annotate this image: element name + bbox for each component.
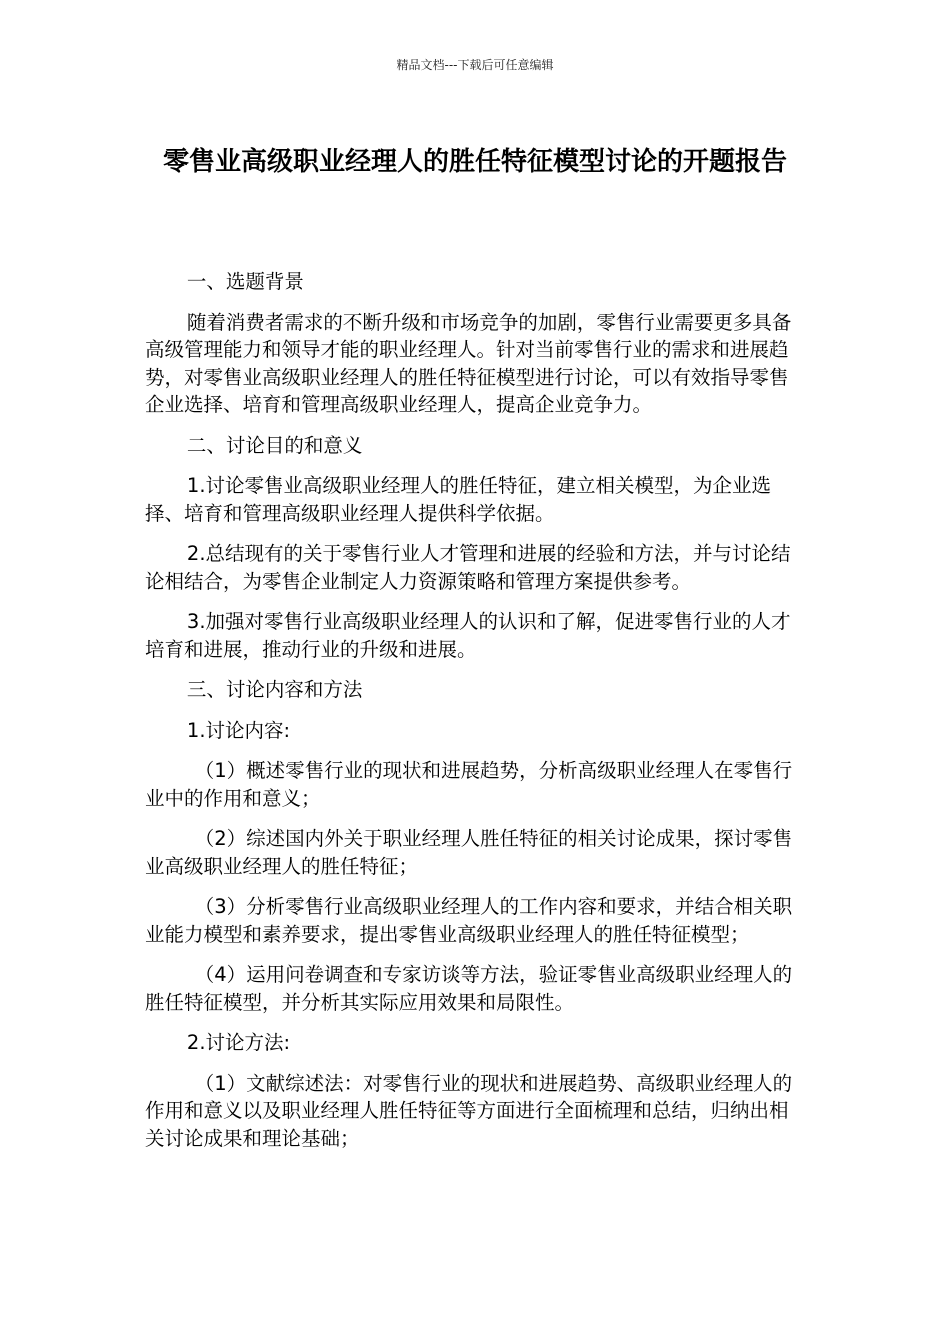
page-header: 精品文档---下载后可任意编辑 [396,58,554,72]
section-heading-content-method: 三、讨论内容和方法 [186,678,363,701]
paragraph-purpose-2: 2.总结现有的关于零售行业人才管理和进展的经验和方法，并与讨论结论相结合，为零售企业制定人力资源策略和管理方案提供参考。 [145,542,791,593]
content-item-1: （1）概述零售行业的现状和进展趋势，分析高级职业经理人在零售行业中的作用和意义； [145,759,793,810]
document-body [145,268,807,1165]
paragraph-purpose-3: 3.加强对零售行业高级职业经理人的认识和了解，促进零售行业的人才培育和进展，推动行业的升级和进展。 [145,610,791,661]
subheading-content: 1.讨论内容: [186,718,291,742]
paragraph-background: 随着消费者需求的不断升级和市场竞争的加剧，零售行业需要更多具备高级管理能力和领导才能的职业经理人。针对当前零售行业的需求和进展趋势，对零售业高级职业经理人的胜任特征模型进行讨论，可以有效指导零售企业选择、培育和管理高级职业经理人，提高企业竞争力。 [145,310,792,416]
document-title: 零售业高级职业经理人的胜任特征模型讨论的开题报告 [162,147,787,177]
content-item-2: （2）综述国内外关于职业经理人胜任特征的相关讨论成果，探讨零售业高级职业经理人的胜任特征； [145,827,793,878]
method-item-1: （1）文献综述法：对零售行业的现状和进展趋势、高级职业经理人的作用和意义以及职业经理人胜任特征等方面进行全面梳理和总结，归纳出相关讨论成果和理论基础； [145,1071,793,1150]
subheading-method: 2.讨论方法: [186,1031,291,1054]
section-heading-background: 一、选题背景 [186,270,304,293]
content-item-4: （4）运用问卷调查和专家访谈等方法，验证零售业高级职业经理人的胜任特征模型，并分析其实际应用效果和局限性。 [145,963,793,1014]
paragraph-purpose-1: 1.讨论零售业高级职业经理人的胜任特征，建立相关模型，为企业选择、培育和管理高级职业经理人提供科学依据。 [145,474,772,525]
content-item-3: （3）分析零售行业高级职业经理人的工作内容和要求，并结合相关职业能力模型和素养要求，提出零售业高级职业经理人的胜任特征模型； [145,895,793,946]
section-heading-purpose: 二、讨论目的和意义 [186,433,363,457]
